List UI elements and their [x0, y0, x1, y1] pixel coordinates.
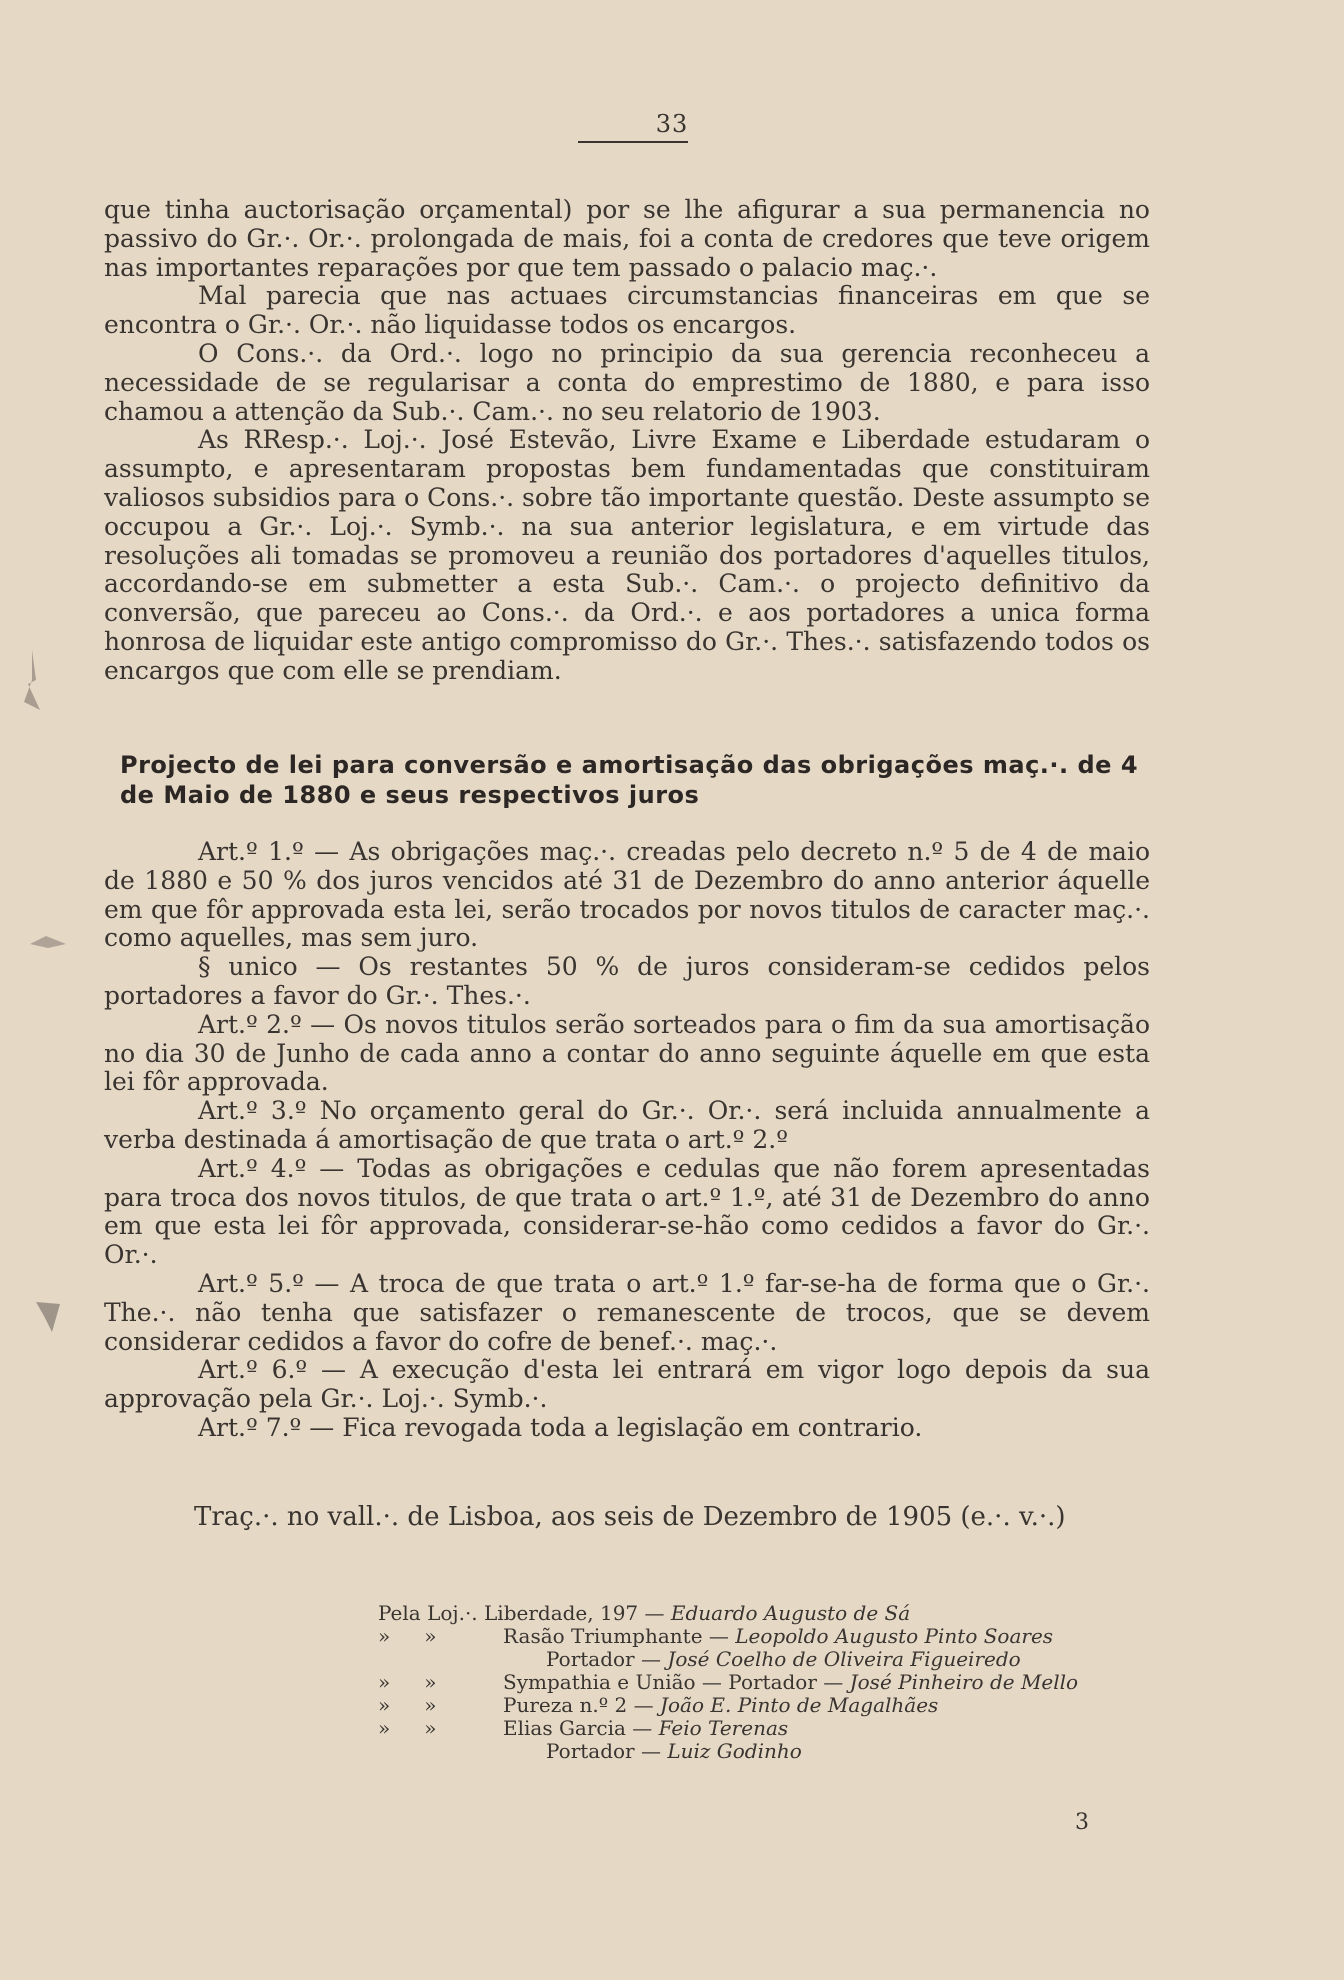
article: Art.º 5.º — A troca de que trata o art.º 1.º far-se-ha de forma que o Gr.·. The.·. não tenha que satisfazer o remanescente de trocos, que se devem considerar cedidos a favor do cofre de benef.·. maç.·. — [104, 1268, 1150, 1356]
signatory-name: João E. Pinto de Magalhães — [660, 1693, 939, 1717]
closing-line: Traç.·. no vall.·. de Lisboa, aos seis de Dezembro de 1905 (e.·. v.·.) — [194, 1502, 1066, 1532]
ditto-mark: » — [378, 1624, 391, 1648]
signatory-prefix: Elias Garcia — — [503, 1716, 659, 1740]
signatory-prefix: Portador — — [546, 1647, 668, 1671]
signatory-name: Eduardo Augusto de Sá — [670, 1601, 911, 1625]
article: Art.º 4.º — Todas as obrigações e cedulas que não forem apresentadas para troca dos novos titulos, de que trata o art.º 1.º, até 31 de Dezembro do anno em que esta lei fôr approvada, considerar-se-hão como cedidos a favor do Gr.·. Or.·. — [104, 1153, 1150, 1270]
ditto-mark: » — [424, 1716, 437, 1740]
signatories-block — [378, 1602, 1078, 1763]
ditto-mark: » — [378, 1670, 391, 1694]
signatory-prefix: Sympathia e União — Portador — — [503, 1670, 850, 1694]
sheet-number: 3 — [1075, 1810, 1089, 1835]
page-number-rule — [578, 141, 688, 143]
margin-stain — [26, 930, 70, 954]
signatory-row — [378, 1717, 1078, 1740]
ditto-mark: » — [424, 1670, 437, 1694]
article: Art.º 7.º — Fica revogada toda a legislação em contrario. — [198, 1412, 923, 1442]
signatory-name: José Pinheiro de Mello — [849, 1670, 1079, 1694]
signatory-row — [378, 1625, 1078, 1648]
article: Art.º 6.º — A execução d'esta lei entrará em vigor logo depois da sua approvação pela Gr.·. Loj.·. Symb.·. — [104, 1355, 1150, 1414]
signatory-name: Feio Terenas — [658, 1716, 789, 1740]
ditto-marks — [378, 1671, 503, 1694]
ditto-mark: » — [378, 1716, 391, 1740]
article: Art.º 1.º — As obrigações maç.·. creadas pelo decreto n.º 5 de 4 de maio de 1880 e 50 % dos juros vencidos até 31 de Dezembro do anno anterior áquelle em que fôr approvada esta lei, serão trocados por novos titulos de caracter maç.·. como aquelles, mas sem juro. — [104, 837, 1150, 953]
signatory-row — [378, 1648, 1078, 1671]
paragraph: O Cons.·. da Ord.·. logo no principio da sua gerencia reconheceu a necessidade de se regularisar a conta do emprestimo de 1880, e para isso chamou a attenção da Sub.·. Cam.·. no seu relatorio de 1903. — [104, 338, 1150, 426]
paragraph: Mal parecia que nas actuaes circumstancias financeiras em que se encontra o Gr.·. Or.·. não liquidasse todos os encargos. — [104, 281, 1150, 340]
article: § unico — Os restantes 50 % de juros consideram-se cedidos pelos portadores a favor do Gr.·. Thes.·. — [104, 952, 1150, 1010]
ditto-mark: » — [378, 1693, 391, 1717]
introduction-text — [104, 196, 1150, 686]
page-number: 33 — [655, 110, 689, 138]
signatory-prefix: Pureza n.º 2 — — [503, 1693, 660, 1717]
ditto-mark: » — [424, 1624, 437, 1648]
signatory-prefix: Portador — — [546, 1739, 668, 1763]
signatory-prefix: Rasão Triumphante — — [503, 1624, 736, 1648]
article: Art.º 3.º No orçamento geral do Gr.·. Or.·. será incluida annualmente a verba destinada á amortisação de que trata o art.º 2.º — [104, 1096, 1150, 1154]
signatory-name: Luiz Godinho — [667, 1739, 802, 1763]
margin-stain — [30, 1296, 66, 1340]
bill-heading: Projecto de lei para conversão e amortisação das obrigações maç.·. de 4 de Maio de 1880 e seus respectivos juros — [120, 751, 1139, 809]
articles-list — [104, 838, 1150, 1443]
ditto-mark: » — [424, 1693, 437, 1717]
ditto-marks — [378, 1625, 503, 1648]
signatory-row — [378, 1671, 1078, 1694]
signatory-row — [378, 1694, 1078, 1717]
paragraph: As RResp.·. Loj.·. José Estevão, Livre Exame e Liberdade estudaram o assumpto, e apresentaram propostas bem fundamentadas que constituiram valiosos subsidios para o Cons.·. sobre tão importante questão. Deste assumpto se occupou a Gr.·. Loj.·. Symb.·. na sua anterior legislatura, e em virtude das resoluções ali tomadas se promoveu a reunião dos portadores d'aquelles titulos, accordando-se em submetter a esta Sub.·. Cam.·. o projecto definitivo da conversão, que pareceu ao Cons.·. da Ord.·. e aos portadores a unica forma honrosa de liquidar este antigo compromisso do Gr.·. Thes.·. satisfazendo todos os encargos que com elle se prendiam. — [104, 425, 1150, 685]
signatory-row — [378, 1740, 1078, 1763]
signatory-name: José Coelho de Oliveira Figueiredo — [667, 1647, 1021, 1671]
paragraph: que tinha auctorisação orçamental) por se lhe afigurar a sua permanencia no passivo do Gr.·. Or.·. prolongada de mais, foi a conta de credores que teve origem nas importantes reparações por que tem passado o palacio maç.·. — [104, 195, 1150, 282]
article: Art.º 2.º — Os novos titulos serão sorteados para o fim da sua amortisação no dia 30 de Junho de cada anno a contar do anno seguinte áquelle em que esta lei fôr approvada. — [104, 1009, 1150, 1097]
signatory-row — [378, 1602, 1078, 1625]
signatory-name: Leopoldo Augusto Pinto Soares — [735, 1624, 1054, 1648]
ditto-marks — [378, 1694, 503, 1717]
margin-stain — [2, 640, 62, 720]
ditto-marks — [378, 1717, 503, 1740]
signatory-prefix: Pela Loj.·. Liberdade, 197 — — [378, 1601, 671, 1625]
